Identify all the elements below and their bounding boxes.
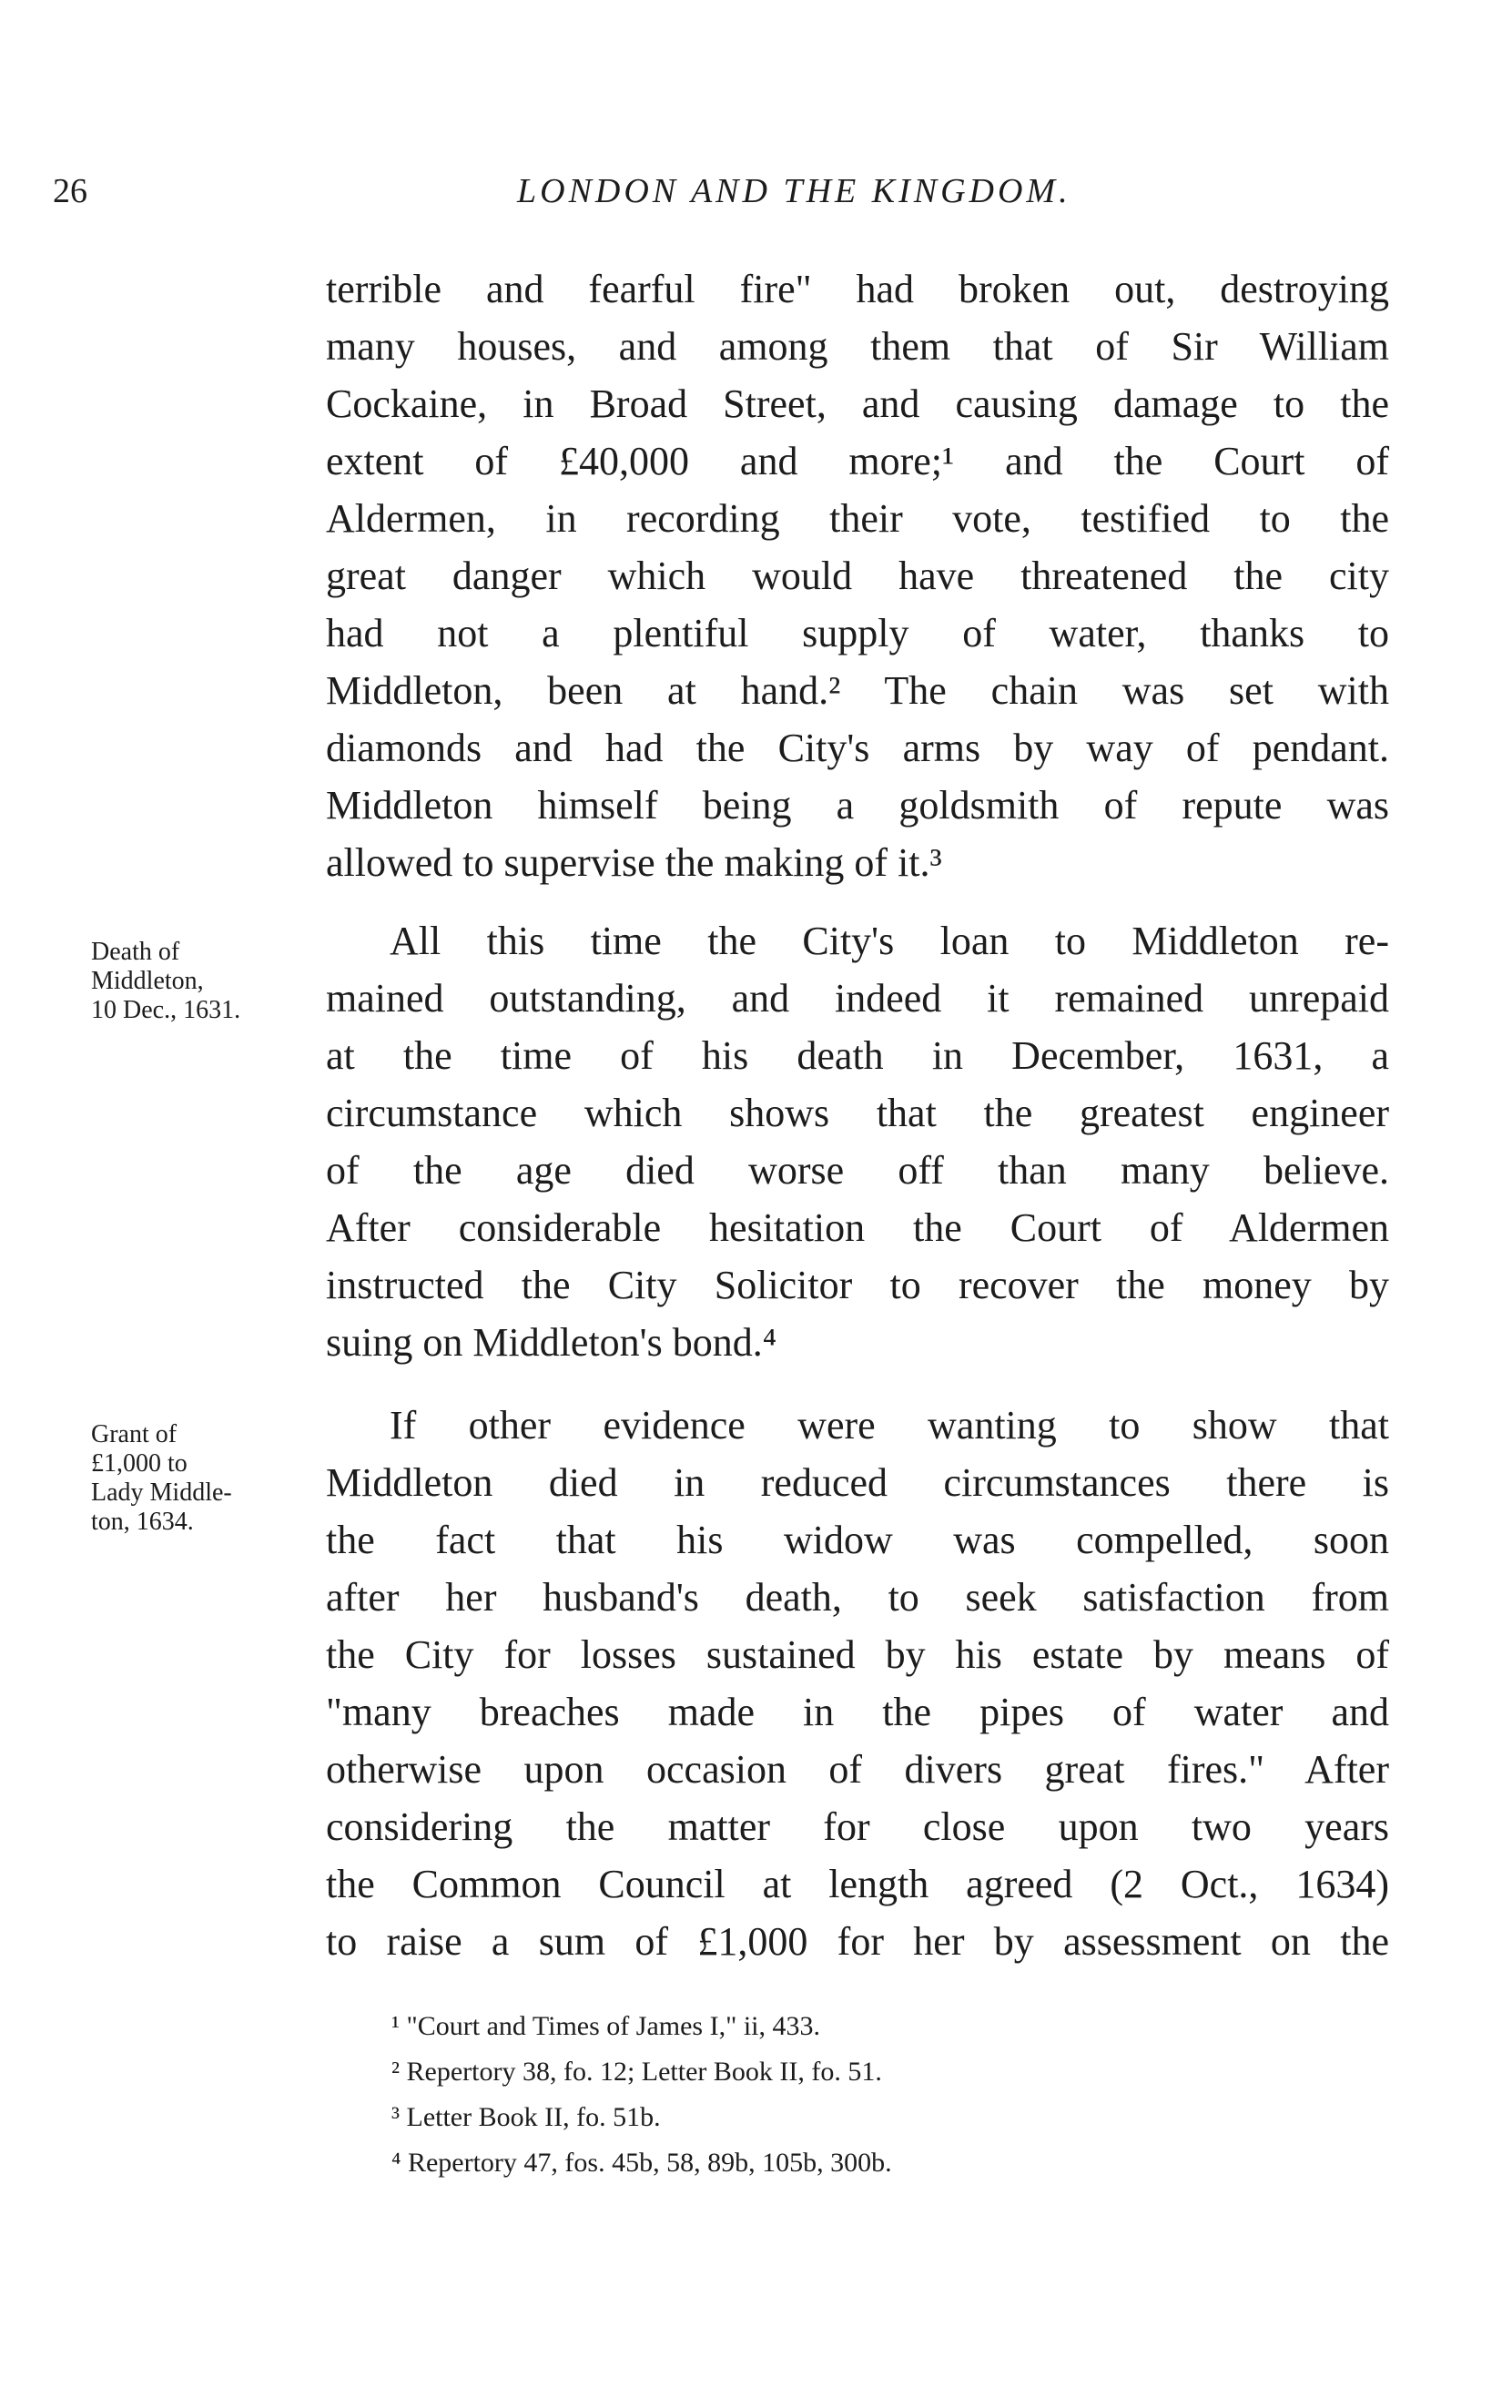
text-line: many houses, and among them that of Sir William	[326, 324, 1389, 369]
sidenote-line: Grant of	[91, 1420, 178, 1448]
text-line: considering the matter for close upon two years	[326, 1804, 1389, 1849]
text-line: suing on Middleton's bond.⁴	[326, 1320, 777, 1365]
running-title: LONDON AND THE KINGDOM.	[517, 172, 1071, 210]
text-line: mained outstanding, and indeed it remained unrepaid	[326, 976, 1389, 1021]
text-line: Aldermen, in recording their vote, testified to the	[326, 496, 1389, 541]
text-line: allowed to supervise the making of it.³	[326, 840, 942, 885]
text-line: at the time of his death in December, 1631, a	[326, 1033, 1389, 1078]
footnote-2: ² Repertory 38, fo. 12; Letter Book II, fo. 51.	[391, 2057, 882, 2087]
text-line: diamonds and had the City's arms by way of pendant.	[326, 726, 1389, 770]
text-line: had not a plentiful supply of water, thanks to	[326, 611, 1389, 655]
text-line: the Common Council at length agreed (2 Oct., 1634)	[326, 1862, 1389, 1906]
sidenote-line: £1,000 to	[91, 1449, 188, 1478]
text-line: the City for losses sustained by his estate by means of	[326, 1632, 1389, 1677]
text-line: Middleton himself being a goldsmith of repute was	[326, 783, 1389, 828]
text-line: otherwise upon occasion of divers great fires." After	[326, 1747, 1389, 1792]
text-line: after her husband's death, to seek satisfaction from	[326, 1575, 1389, 1620]
text-line: All this time the City's loan to Middleton re-	[390, 919, 1389, 963]
text-line: Middleton died in reduced circumstances there is	[326, 1460, 1389, 1505]
text-line: instructed the City Solicitor to recover the money by	[326, 1263, 1389, 1307]
footnote-3: ³ Letter Book II, fo. 51b.	[391, 2102, 661, 2132]
text-line: Middleton, been at hand.² The chain was set with	[326, 668, 1389, 713]
text-line: circumstance which shows that the greatest engineer	[326, 1091, 1389, 1135]
sidenote-line: Middleton,	[91, 967, 204, 995]
text-line: the fact that his widow was compelled, soon	[326, 1518, 1389, 1562]
text-line: "many breaches made in the pipes of water and	[326, 1690, 1389, 1734]
text-line: If other evidence were wanting to show that	[390, 1403, 1389, 1448]
text-line: terrible and fearful fire" had broken out, destroying	[326, 267, 1389, 311]
text-line: extent of £40,000 and more;¹ and the Court of	[326, 439, 1389, 483]
text-line: great danger which would have threatened the city	[326, 554, 1389, 598]
sidenote-line: ton, 1634.	[91, 1508, 194, 1536]
footnote-4: ⁴ Repertory 47, fos. 45b, 58, 89b, 105b, 300b.	[391, 2148, 892, 2178]
page-number: 26	[53, 172, 87, 210]
sidenote-line: Death of	[91, 938, 180, 966]
sidenote-line: 10 Dec., 1631.	[91, 996, 241, 1024]
text-line: Cockaine, in Broad Street, and causing damage to the	[326, 381, 1389, 426]
text-line: to raise a sum of £1,000 for her by assessment on the	[326, 1919, 1389, 1964]
footnote-1: ¹ "Court and Times of James I," ii, 433.	[391, 2011, 820, 2041]
text-line: After considerable hesitation the Court of Aldermen	[326, 1205, 1389, 1250]
sidenote-line: Lady Middle-	[91, 1478, 232, 1507]
text-line: of the age died worse off than many believe.	[326, 1148, 1389, 1193]
